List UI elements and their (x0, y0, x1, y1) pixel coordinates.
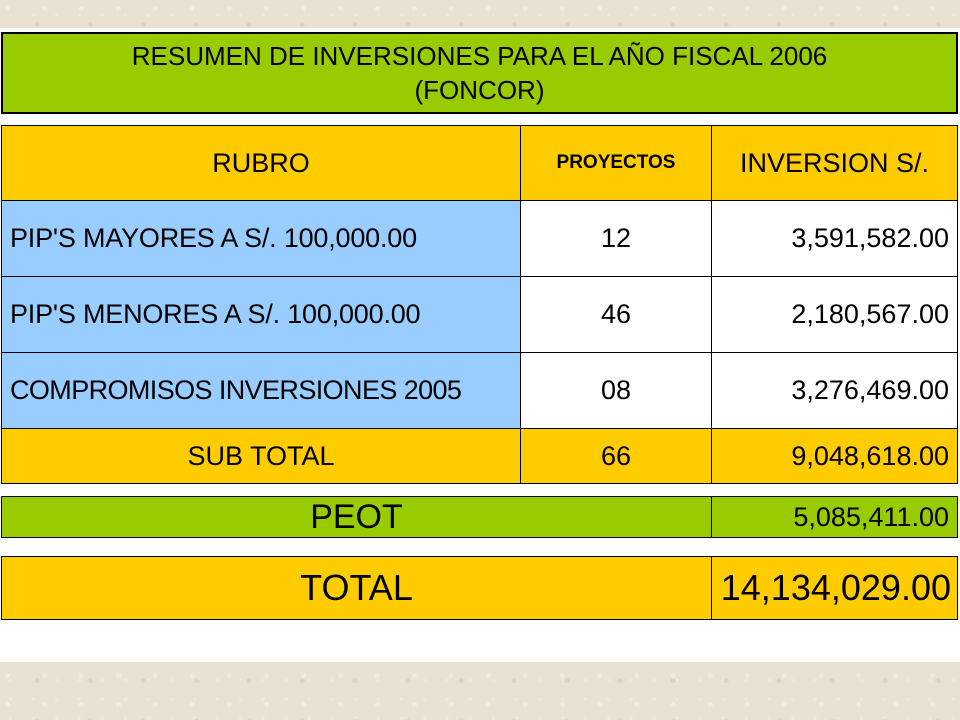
table-row-rubro: PIP'S MENORES A S/. 100,000.00 (1, 276, 521, 353)
subtotal-label: SUB TOTAL (1, 428, 521, 484)
subtotal-proyectos: 66 (520, 428, 712, 484)
peot-label: PEOT (1, 496, 712, 538)
table-row-proyectos: 12 (520, 200, 712, 277)
table-row-rubro: PIP'S MAYORES A S/. 100,000.00 (1, 200, 521, 277)
peot-inversion: 5,085,411.00 (711, 496, 958, 538)
header-proyectos: PROYECTOS (520, 125, 712, 201)
subtotal-inversion: 9,048,618.00 (711, 428, 958, 484)
table-row-inversion: 2,180,567.00 (711, 276, 958, 353)
header-rubro: RUBRO (1, 125, 521, 201)
title-line-1: RESUMEN DE INVERSIONES PARA EL AÑO FISCAL 2006 (131, 41, 828, 71)
table-row-proyectos: 46 (520, 276, 712, 353)
table-row-inversion: 3,591,582.00 (711, 200, 958, 277)
table-row-rubro: COMPROMISOS INVERSIONES 2005 (1, 352, 521, 429)
header-inversion: INVERSION S/. (711, 125, 958, 201)
total-inversion: 14,134,029.00 (711, 556, 958, 620)
table-title (1, 32, 958, 114)
total-label: TOTAL (1, 556, 712, 620)
table-row-inversion: 3,276,469.00 (711, 352, 958, 429)
title-line-2: (FONCOR) (414, 75, 545, 105)
table-row-proyectos: 08 (520, 352, 712, 429)
